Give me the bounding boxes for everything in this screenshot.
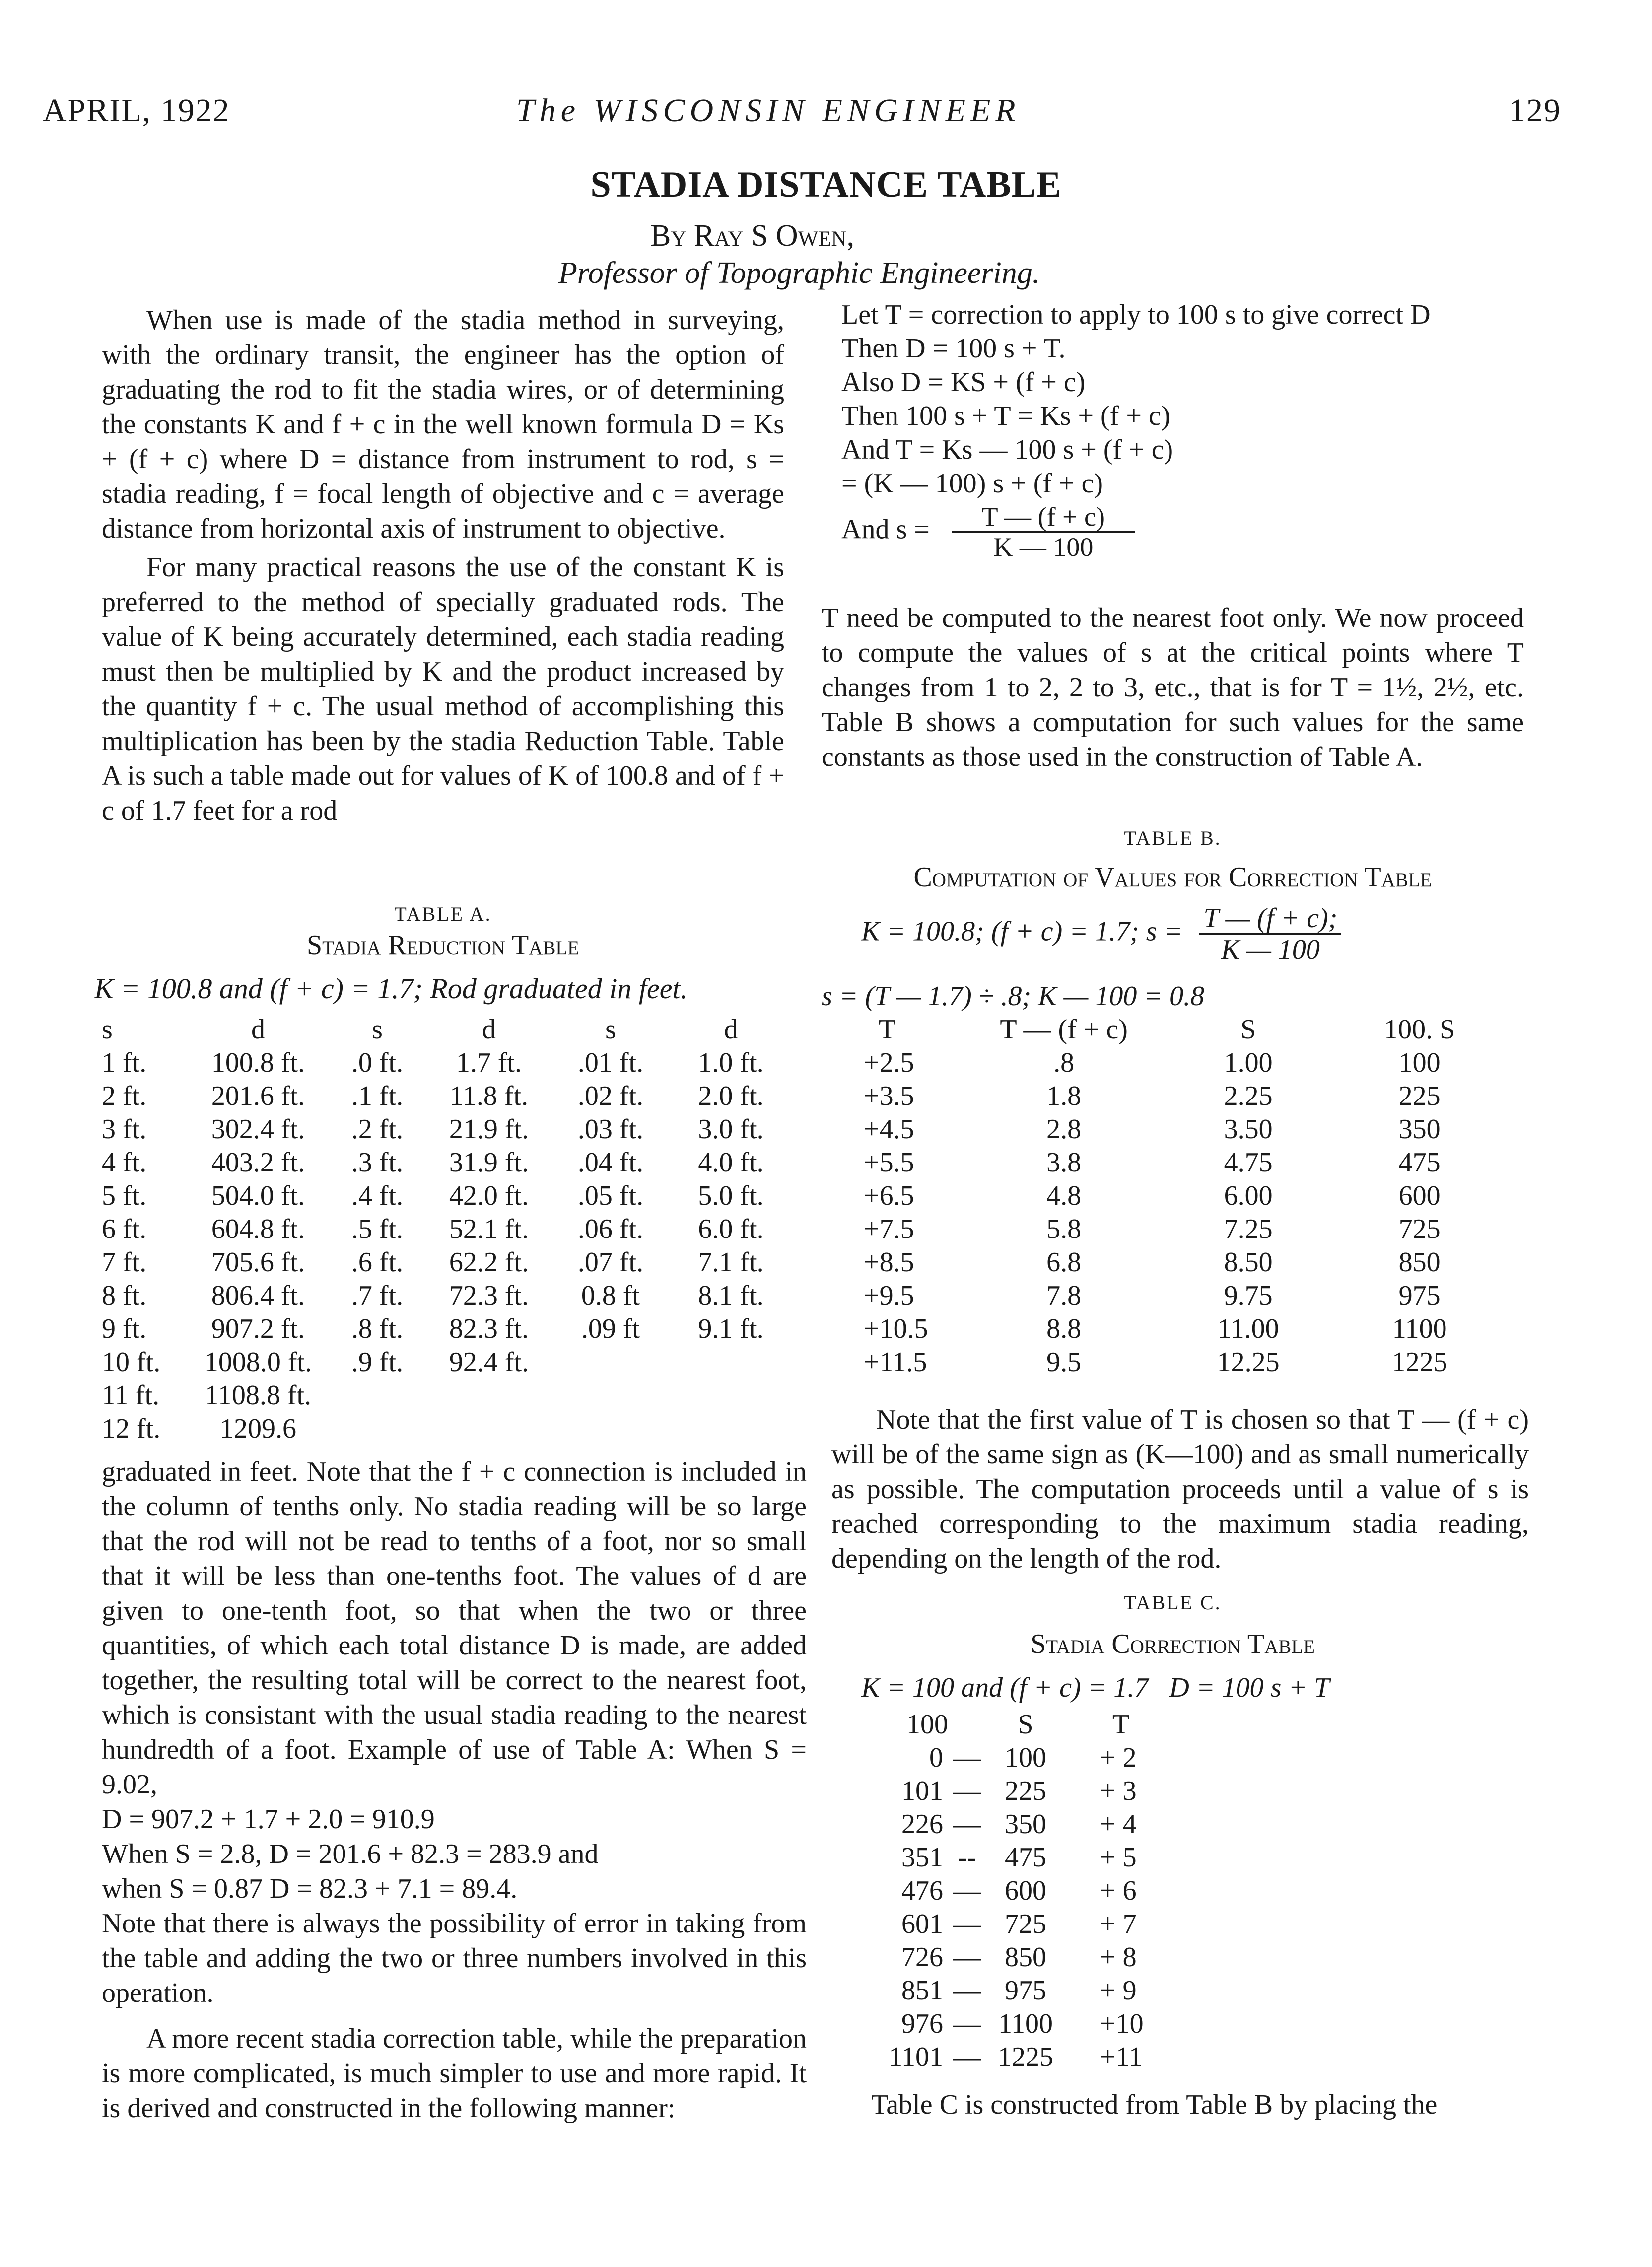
paragraph: For many practical reasons the use of the constant K is preferred to the method of specially graduated rods. The value of K being accurately determined, each stadia reading must then be multiplied by K and the product increased by the quantity f + c. The usual method of accomplishing this multiplication has been by the stadia Reduction Table. Table A is such a table made out for values of K of 100.8 and of f + c of 1.7 feet for a rod xyxy=(102,552,784,826)
table-a-cell: 92.4 ft. xyxy=(449,1346,529,1377)
equation-line: Then 100 s + T = Ks + (f + c) xyxy=(841,401,1170,431)
table-c-cell: 1225 xyxy=(998,2041,1053,2072)
table-row xyxy=(864,1345,1504,1378)
col-header: S xyxy=(1240,1014,1256,1045)
table-a-cell: 42.0 ft. xyxy=(449,1180,529,1211)
table-b-cell: 6.00 xyxy=(1224,1180,1273,1211)
table-row xyxy=(864,1212,1504,1245)
table-a-cell: .2 ft. xyxy=(351,1113,404,1145)
table-row xyxy=(102,1412,794,1445)
table-b-title: Computation of Values for Correction Table xyxy=(913,862,1432,893)
table-a-cell: 9 ft. xyxy=(102,1313,147,1344)
equation-line: Also D = KS + (f + c) xyxy=(841,367,1086,398)
table-c-cell: 0 xyxy=(929,1742,943,1773)
table-a-cell: .05 ft. xyxy=(577,1180,644,1211)
table-c-cell: + 8 xyxy=(1100,1941,1137,1973)
table-c-cell: 1101 xyxy=(889,2041,943,2072)
table-a-cell: 403.2 ft. xyxy=(211,1147,305,1178)
table-a-cell: .3 ft. xyxy=(351,1147,404,1178)
table-c-cell: — xyxy=(953,1808,981,1840)
col-header: 100 xyxy=(906,1709,948,1740)
table-b-cell: +7.5 xyxy=(864,1213,914,1244)
table-c-cell: + 6 xyxy=(1100,1875,1137,1906)
table-a-cell: 5.0 ft. xyxy=(698,1180,764,1211)
table-a-cell: .01 ft. xyxy=(577,1047,644,1078)
paragraph: When use is made of the stadia method in surveying, with the ordinary transit, the engineer has the option of graduating the rod to fit the stadia wires, or of determining the constants K and f + c in the well known formula D = Ks + (f + c) where D = distance from instrument to rod, s = stadia reading, f = focal length of objective and c = average distance from horizontal axis of instrument to objective. xyxy=(102,305,784,544)
table-b-cell: 3.50 xyxy=(1224,1113,1273,1145)
table-c-cell: 725 xyxy=(1005,1908,1046,1939)
table-a-cell: 2.0 ft. xyxy=(698,1080,764,1111)
table-a-cell: .07 ft. xyxy=(577,1246,644,1278)
table-c-cell: 351 xyxy=(901,1842,943,1873)
table-c-cell: — xyxy=(953,2008,981,2039)
table-a-cell xyxy=(424,1378,553,1412)
table-c-cell: 475 xyxy=(1005,1842,1046,1873)
table-a-cell: 1.0 ft. xyxy=(698,1047,764,1078)
table-a-cell: 11 ft. xyxy=(102,1379,160,1411)
table-a-cell: 12 ft. xyxy=(102,1413,161,1444)
table-b-cell: 8.50 xyxy=(1224,1246,1273,1278)
running-header-date: APRIL, 1922 xyxy=(43,92,230,129)
table-b-cell: 3.8 xyxy=(1046,1147,1082,1178)
paragraph: graduated in feet. Note that the f + c connection is included in the column of tenths only. No stadia reading will be so large that the rod will not be read to tenths of a foot, nor so small that it will be less than one-tenths foot. The values of d are given to one-tenth foot, so that when the two or three quantities, of which each total distance D is made, are added together, the resulting total will be correct to the nearest foot, which is consistant with the usual stadia reading to the nearest hundredth of a foot. Example of use of Table A: When S = 9.02, xyxy=(102,1456,807,1800)
table-row xyxy=(102,1046,794,1079)
table-b-cell: 12.25 xyxy=(1217,1346,1280,1377)
table-row xyxy=(874,1907,1171,1940)
table-a-cell: 1 ft. xyxy=(102,1047,147,1078)
table-a-cell: 21.9 ft. xyxy=(449,1113,529,1145)
article-byline: By Ray S Owen, xyxy=(650,219,855,253)
table-c-cell: + 7 xyxy=(1100,1908,1137,1939)
table-c-cell: 100 xyxy=(1005,1742,1046,1773)
table-a-cell xyxy=(330,1412,424,1445)
col-header: d xyxy=(482,1014,496,1045)
table-c-cell: + 5 xyxy=(1100,1842,1137,1873)
table-b-cell: 225 xyxy=(1398,1080,1441,1111)
fraction-denominator: K — 100 xyxy=(1221,934,1320,965)
table-b-cell: 4.8 xyxy=(1046,1180,1082,1211)
fraction xyxy=(1199,903,1341,964)
table-b-cell: 1.00 xyxy=(1224,1047,1273,1078)
table-a-cell: .04 ft. xyxy=(577,1147,644,1178)
table-b-cell: 475 xyxy=(1398,1147,1441,1178)
col-header: T — (f + c) xyxy=(1000,1014,1128,1045)
table-a-cell: 82.3 ft. xyxy=(449,1313,529,1344)
table-b-cell: 6.8 xyxy=(1046,1246,1082,1278)
table-row xyxy=(102,1279,794,1312)
right-paragraph: T need be computed to the nearest foot only. We now proceed to compute the values of s at the critical points where T changes from 1 to 2, 2 to 3, etc., that is for T = 1½, 2½, etc. Table B shows a computation for such values for the same constants as those used in the construction of Table A. xyxy=(822,603,1524,772)
table-row xyxy=(102,1146,794,1179)
table-a-cell: 0.8 ft xyxy=(581,1280,640,1311)
table-c-formula: K = 100 and (f + c) = 1.7 D = 100 s + T xyxy=(861,1672,1330,1703)
col-header: T xyxy=(879,1014,896,1045)
example-line: When S = 2.8, D = 201.6 + 82.3 = 283.9 and xyxy=(102,1839,599,1869)
table-a-cell: 3 ft. xyxy=(102,1113,147,1145)
table-c xyxy=(874,1708,1171,2073)
table-a-cell: 907.2 ft. xyxy=(211,1313,305,1344)
table-b-cell: +9.5 xyxy=(864,1280,914,1311)
formula-lhs: K = 100.8; (f + c) = 1.7; s = xyxy=(861,916,1183,947)
paragraph: Note that the first value of T is chosen so that T — (f + c) will be of the same sign as (K—100) and as small numerically as possible. The computation proceeds until a value of s is reached corresponding to the maximum stadia reading, depending on the length of the rod. xyxy=(831,1404,1529,1574)
table-a-cell: .8 ft. xyxy=(351,1313,404,1344)
table-a-cell: 2 ft. xyxy=(102,1080,147,1111)
table-c-cell: 101 xyxy=(901,1775,943,1806)
table-a-cell xyxy=(668,1378,794,1412)
fraction-numerator: T — (f + c); xyxy=(1199,903,1341,935)
table-b-cell: .8 xyxy=(1053,1047,1075,1078)
table-a-cell xyxy=(553,1345,668,1378)
table-a-cell: 1008.0 ft. xyxy=(204,1346,312,1377)
table-a-cell: .7 ft. xyxy=(351,1280,404,1311)
table-a-cell: 7 ft. xyxy=(102,1246,147,1278)
col-header: 100. S xyxy=(1384,1014,1455,1045)
table-a-cell: .02 ft. xyxy=(577,1080,644,1111)
col-header: s xyxy=(372,1014,383,1045)
table-row xyxy=(102,1079,794,1112)
correction-derivation xyxy=(841,298,1431,561)
table-a-cell: 8 ft. xyxy=(102,1280,147,1311)
table-a-cell: .6 ft. xyxy=(351,1246,404,1278)
table-c-cell: -- xyxy=(958,1842,976,1873)
table-row xyxy=(874,1940,1171,1974)
table-b-formula xyxy=(861,903,1341,964)
table-c-cell: — xyxy=(953,2041,981,2072)
table-row xyxy=(102,1212,794,1245)
table-a-cell xyxy=(668,1412,794,1445)
equation-fraction-line xyxy=(841,502,1431,561)
table-a-cell: 31.9 ft. xyxy=(449,1147,529,1178)
table-c-cell: 975 xyxy=(1005,1975,1046,2006)
table-row xyxy=(874,1874,1171,1907)
right-paragraph: Table C is constructed from Table B by placing the xyxy=(871,2089,1438,2120)
table-b-cell: 11.00 xyxy=(1217,1313,1279,1344)
table-c-cell: 601 xyxy=(901,1908,943,1939)
table-a-cell: 8.1 ft. xyxy=(698,1280,764,1311)
table-row xyxy=(874,1774,1171,1807)
table-a-cell: 52.1 ft. xyxy=(449,1213,529,1244)
table-c-cell: + 4 xyxy=(1100,1808,1137,1840)
table-row xyxy=(874,1974,1171,2007)
table-a-cell: .09 ft xyxy=(581,1313,640,1344)
paragraph: A more recent stadia correction table, while the preparation is more complicated, is much simpler to use and more rapid. It is derived and constructed in the following manner: xyxy=(102,2023,807,2124)
table-a-cell xyxy=(424,1412,553,1445)
table-b-cell: 7.25 xyxy=(1224,1213,1273,1244)
table-b-cell: 975 xyxy=(1398,1280,1441,1311)
table-a-cell: .03 ft. xyxy=(577,1113,644,1145)
author-affiliation: Professor of Topographic Engineering. xyxy=(558,256,1040,290)
equation-line: = (K — 100) s + (f + c) xyxy=(841,468,1103,499)
table-a-cell: .06 ft. xyxy=(577,1213,644,1244)
table-a-cell xyxy=(668,1345,794,1378)
table-a-cell: 604.8 ft. xyxy=(211,1213,305,1244)
table-c-cell: — xyxy=(953,1975,981,2006)
table-row xyxy=(864,1046,1504,1079)
table-a-cell: 1209.6 xyxy=(220,1413,296,1444)
table-a-cell: .1 ft. xyxy=(351,1080,404,1111)
table-a-cell: 3.0 ft. xyxy=(698,1113,764,1145)
table-a-cell: 11.8 ft. xyxy=(449,1080,529,1111)
table-b-cell: 8.8 xyxy=(1046,1313,1082,1344)
table-c-cell: 851 xyxy=(901,1975,943,2006)
table-c-title: Stadia Correction Table xyxy=(1031,1629,1315,1659)
table-b-cell: 1225 xyxy=(1391,1346,1447,1377)
table-c-cell: — xyxy=(953,1775,981,1806)
table-b-cell: +4.5 xyxy=(864,1113,914,1145)
table-a-cell xyxy=(553,1412,668,1445)
col-header: d xyxy=(724,1014,738,1045)
table-row xyxy=(864,1279,1504,1312)
table-a-cell: 4.0 ft. xyxy=(698,1147,764,1178)
table-b-header xyxy=(864,1013,1504,1046)
example-line: D = 907.2 + 1.7 + 2.0 = 910.9 xyxy=(102,1804,435,1835)
table-c-cell: — xyxy=(953,1908,981,1939)
table-a-cell: 201.6 ft. xyxy=(211,1080,305,1111)
table-b-cell: +6.5 xyxy=(864,1180,914,1211)
table-b-cell: +8.5 xyxy=(864,1246,914,1278)
table-a-cell: 6 ft. xyxy=(102,1213,147,1244)
table-row xyxy=(864,1245,1504,1279)
example-line: when S = 0.87 D = 82.3 + 7.1 = 89.4. xyxy=(102,1873,518,1904)
table-row xyxy=(864,1146,1504,1179)
table-row xyxy=(102,1245,794,1279)
table-a-label: TABLE A. xyxy=(394,903,492,925)
table-row xyxy=(102,1312,794,1345)
table-a-cell: 504.0 ft. xyxy=(211,1180,305,1211)
table-b-formula-2: s = (T — 1.7) ÷ .8; K — 100 = 0.8 xyxy=(822,981,1205,1012)
table-b-cell: 2.25 xyxy=(1224,1080,1273,1111)
table-c-cell: — xyxy=(953,1941,981,1973)
table-b-cell: 5.8 xyxy=(1046,1213,1082,1244)
col-header: T xyxy=(1112,1709,1130,1740)
table-c-cell: — xyxy=(953,1875,981,1906)
table-b-cell: 725 xyxy=(1398,1213,1441,1244)
table-a-cell: 302.4 ft. xyxy=(211,1113,305,1145)
table-b-cell: 100 xyxy=(1398,1047,1441,1078)
table-b-cell: 600 xyxy=(1398,1180,1441,1211)
table-a-cell: .0 ft. xyxy=(351,1047,404,1078)
left-continued xyxy=(102,1454,807,2126)
fraction xyxy=(952,502,1135,561)
table-b-cell: +10.5 xyxy=(864,1313,928,1344)
table-a-cell: 1108.8 ft. xyxy=(205,1379,312,1411)
table-b-cell: 1100 xyxy=(1392,1313,1447,1344)
table-a-title: Stadia Reduction Table xyxy=(307,930,579,961)
table-c-cell: 350 xyxy=(1005,1808,1046,1840)
table-a-cell: 72.3 ft. xyxy=(449,1280,529,1311)
equation-line: Then D = 100 s + T. xyxy=(841,333,1066,364)
table-c-cell: + 2 xyxy=(1100,1742,1137,1773)
col-header: S xyxy=(1018,1709,1033,1740)
table-c-cell: 226 xyxy=(901,1808,943,1840)
table-c-header xyxy=(874,1708,1171,1741)
page-number: 129 xyxy=(1509,92,1561,129)
table-a-cell: 5 ft. xyxy=(102,1180,147,1211)
table-b-cell: 9.5 xyxy=(1046,1346,1082,1377)
table-a-cell: 10 ft. xyxy=(102,1346,161,1377)
table-row xyxy=(874,2007,1171,2040)
fraction-numerator: T — (f + c) xyxy=(952,502,1135,533)
table-b-cell: +5.5 xyxy=(864,1147,914,1178)
table-c-cell: — xyxy=(953,1742,981,1773)
article-title: STADIA DISTANCE TABLE xyxy=(590,164,1062,205)
table-c-cell: 600 xyxy=(1005,1875,1046,1906)
table-c-cell: 225 xyxy=(1005,1775,1046,1806)
table-a-cell: .9 ft. xyxy=(351,1346,404,1377)
table-row xyxy=(102,1112,794,1146)
table-a-cell: .4 ft. xyxy=(351,1180,404,1211)
table-b-cell: 850 xyxy=(1398,1246,1441,1278)
table-b-cell: 4.75 xyxy=(1224,1147,1273,1178)
table-row xyxy=(102,1345,794,1378)
table-c-label: TABLE C. xyxy=(1124,1591,1222,1614)
table-b-cell: 9.75 xyxy=(1224,1280,1273,1311)
table-row xyxy=(874,2040,1171,2073)
table-b-cell: 350 xyxy=(1398,1113,1441,1145)
col-header: s xyxy=(102,1014,113,1045)
table-c-cell: 476 xyxy=(901,1875,943,1906)
table-c-cell: 850 xyxy=(1005,1941,1046,1973)
table-a-cell: 1.7 ft. xyxy=(456,1047,522,1078)
table-row xyxy=(874,1741,1171,1774)
table-row xyxy=(874,1841,1171,1874)
table-c-cell: +10 xyxy=(1100,2008,1144,2039)
table-row xyxy=(874,1807,1171,1841)
table-a-cell: .5 ft. xyxy=(351,1213,404,1244)
table-b-cell: 2.8 xyxy=(1046,1113,1082,1145)
table-row xyxy=(102,1179,794,1212)
definition-line: Let T = correction to apply to 100 s to give correct D xyxy=(841,299,1431,330)
table-c-cell: 726 xyxy=(901,1941,943,1973)
table-row xyxy=(864,1312,1504,1345)
table-a-formula: K = 100.8 and (f + c) = 1.7; Rod graduated in feet. xyxy=(94,972,688,1005)
paragraph: Note that there is always the possibility of error in taking from the table and adding the two or three numbers involved in this operation. xyxy=(102,1908,807,2008)
table-b xyxy=(864,1013,1504,1378)
table-row xyxy=(864,1179,1504,1212)
table-c-cell: 976 xyxy=(901,2008,943,2039)
table-a-cell: 705.6 ft. xyxy=(211,1246,305,1278)
table-b-cell: +2.5 xyxy=(864,1047,914,1078)
table-c-cell: +11 xyxy=(1100,2041,1143,2072)
table-row xyxy=(864,1112,1504,1146)
table-a-cell: 6.0 ft. xyxy=(698,1213,764,1244)
table-a xyxy=(102,1013,794,1445)
table-a-cell: 100.8 ft. xyxy=(211,1047,305,1078)
equation-lhs: And s = xyxy=(841,514,930,545)
col-header: s xyxy=(605,1014,616,1045)
table-c-cell: + 3 xyxy=(1100,1775,1137,1806)
table-c-cell: 1100 xyxy=(998,2008,1053,2039)
table-a-cell: 4 ft. xyxy=(102,1147,147,1178)
left-intro xyxy=(102,303,784,828)
table-b-label: TABLE B. xyxy=(1124,827,1222,849)
table-row xyxy=(864,1079,1504,1112)
table-a-cell xyxy=(330,1378,424,1412)
running-header-journal: The WISCONSIN ENGINEER xyxy=(516,92,1021,129)
col-header: d xyxy=(251,1014,265,1045)
table-a-cell: 62.2 ft. xyxy=(449,1246,529,1278)
right-paragraph xyxy=(831,1402,1529,1576)
table-a-cell: 9.1 ft. xyxy=(698,1313,764,1344)
equation-line: And T = Ks — 100 s + (f + c) xyxy=(841,434,1173,465)
table-b-cell: +11.5 xyxy=(864,1346,927,1377)
table-b-cell: +3.5 xyxy=(864,1080,914,1111)
table-b-cell: 1.8 xyxy=(1046,1080,1082,1111)
table-c-cell: + 9 xyxy=(1100,1975,1137,2006)
table-a-header xyxy=(102,1013,794,1046)
table-a-cell xyxy=(553,1378,668,1412)
table-a-cell: 806.4 ft. xyxy=(211,1280,305,1311)
table-b-cell: 7.8 xyxy=(1046,1280,1082,1311)
fraction-denominator: K — 100 xyxy=(993,532,1094,562)
table-a-cell: 7.1 ft. xyxy=(698,1246,764,1278)
table-row xyxy=(102,1378,794,1412)
